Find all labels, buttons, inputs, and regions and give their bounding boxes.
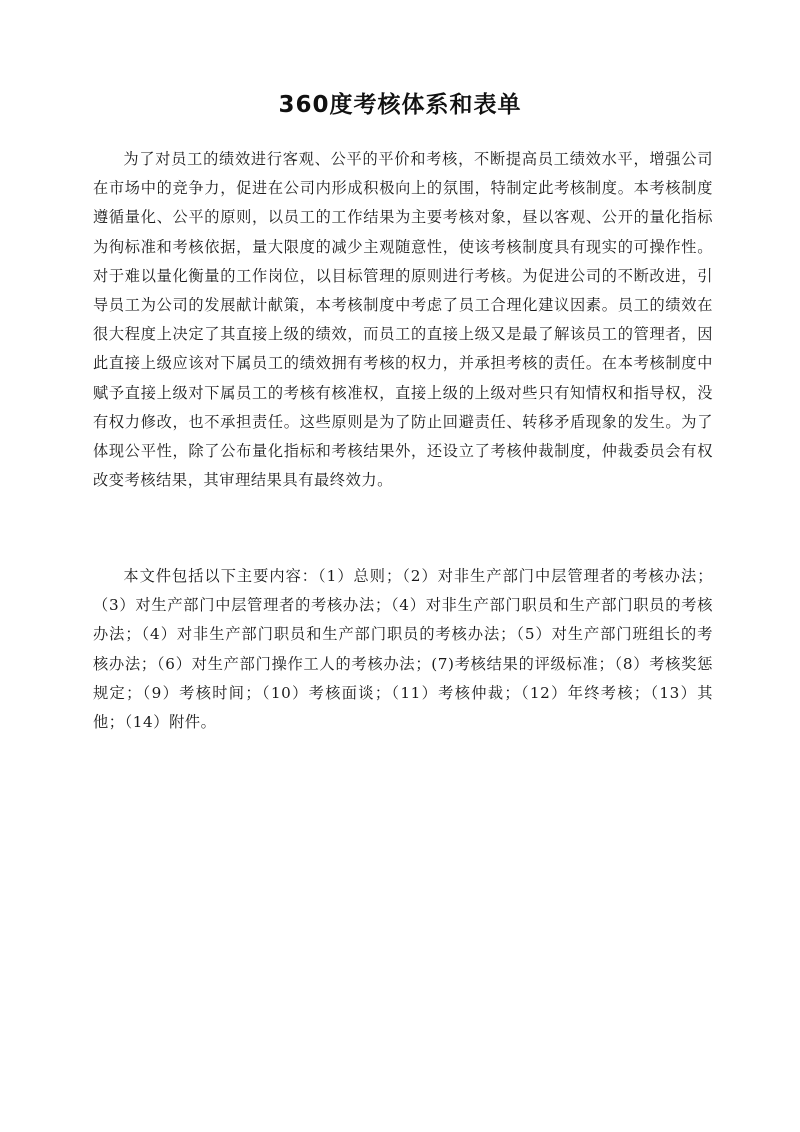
document-title: 360度考核体系和表单	[278, 92, 522, 118]
contents-paragraph: 本文件包括以下主要内容：（1）总则；（2）对非生产部门中层管理者的考核办法；（3）对生产部门中层管理者的考核办法；（4）对非生产部门职员和生产部门职员的考核办法；（4）对非生产部门职员和生产部门职员的考核办法；（5）对生产部门班组长的考核办法；（6）对生产部门操作工人的考核办法；(7)考核结果的评级标准；（8）考核奖惩规定；（9）考核时间；（10）考核面谈；（11）考核仲裁；（12）年终考核；（13）其他；（14）附件。	[93, 567, 713, 732]
intro-paragraph: 为了对员工的绩效进行客观、公平的平价和考核，不断提高员工绩效水平，增强公司在市场中的竞争力，促进在公司内形成积极向上的氛围，特制定此考核制度。本考核制度遵循量化、公平的原则，以员工的工作结果为主要考核对象，昼以客观、公开的量化指标为徇标准和考核依据，量大限度的减少主观随意性，使该考核制度具有现实的可操作性。对于难以量化衡量的工作岗位，以目标管理的原则进行考核。为促进公司的不断改进，引导员工为公司的发展献计献策，本考核制度中考虑了员工合理化建议因素。员工的绩效在很大程度上决定了其直接上级的绩效，而员工的直接上级又是最了解该员工的管理者，因此直接上级应该对下属员工的绩效拥有考核的权力，并承担考核的责任。在本考核制度中赋予直接上级对下属员工的考核有核准权，直接上级的上级对些只有知情权和指导权，没有权力修改，也不承担责任。这些原则是为了防止回避责任、转移矛盾现象的发生。为了体现公平性，除了公布量化指标和考核结果外，还设立了考核仲裁制度，仲裁委员会有权改变考核结果，其审理结果具有最终效力。	[93, 150, 713, 490]
